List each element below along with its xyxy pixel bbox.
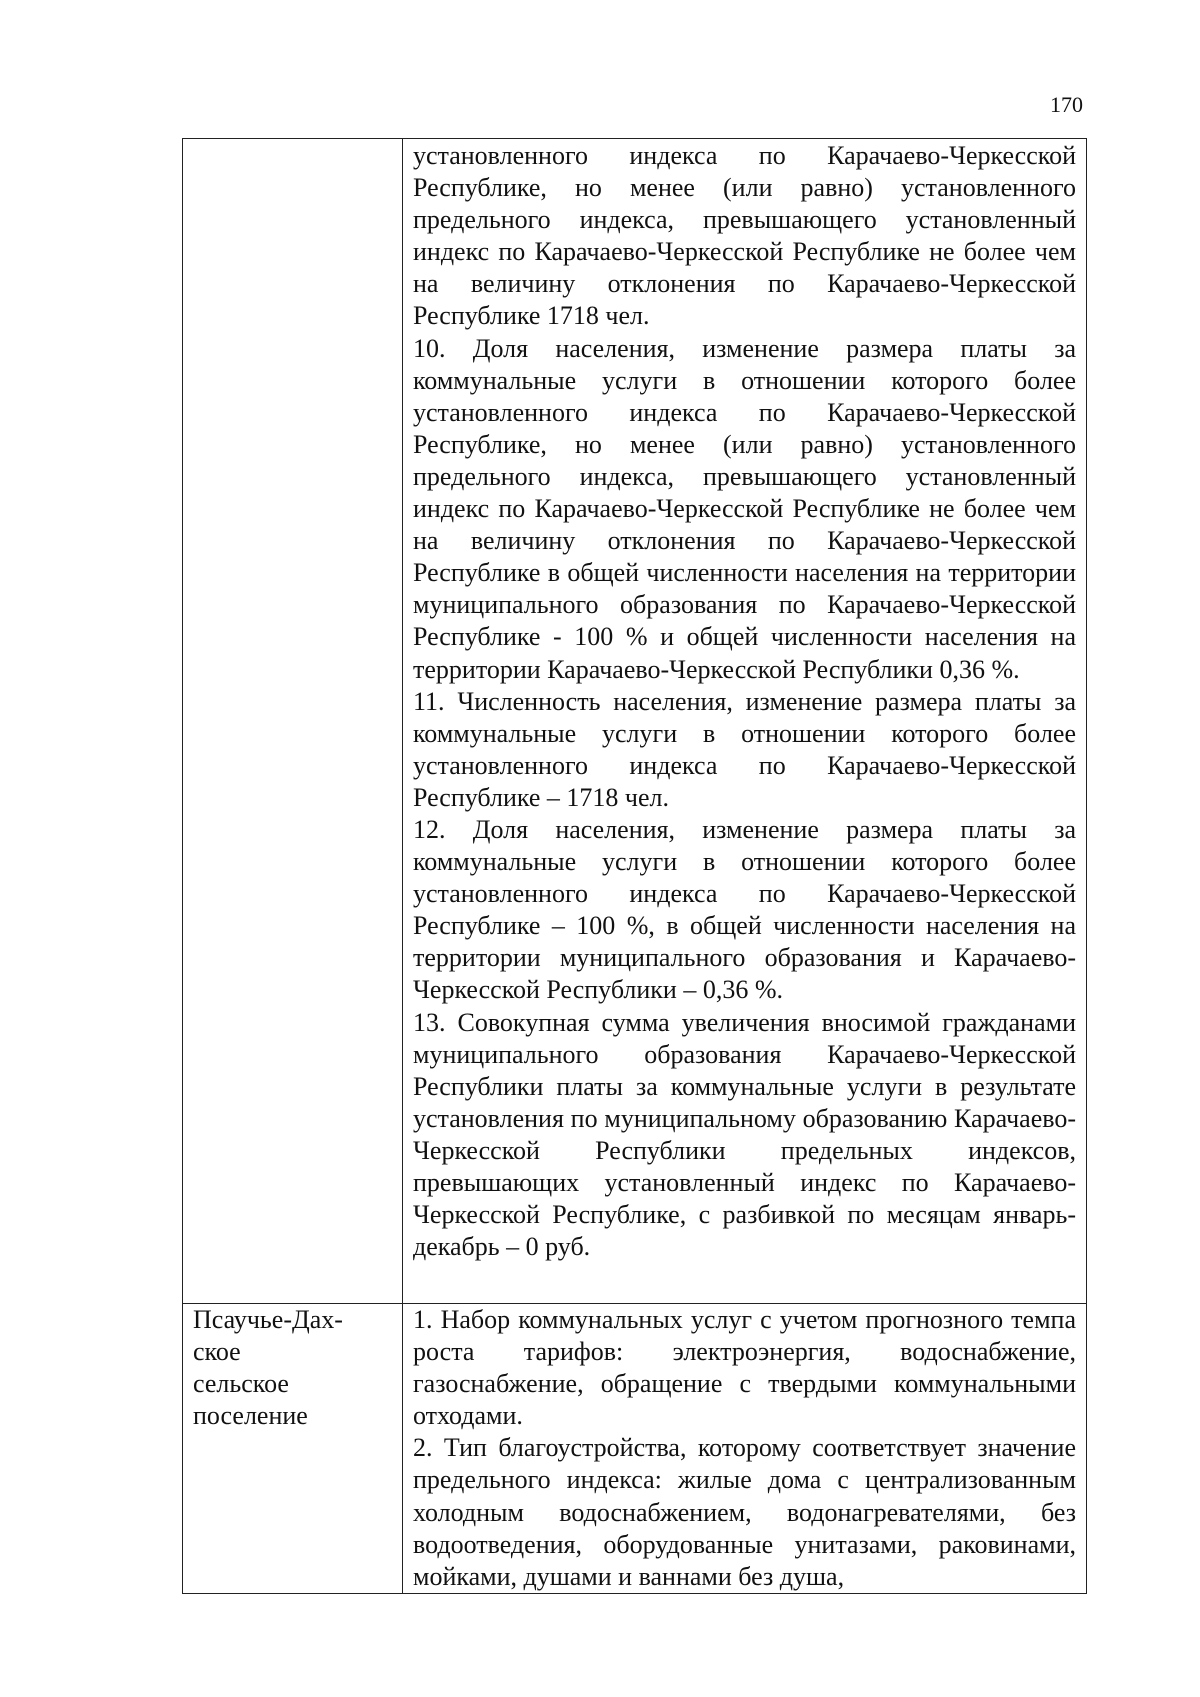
indicator-paragraph: 11. Численность населения, изменение размера платы за коммунальные услуги в отношении которого более установленного индекса по Карачаево-Черкесской Республике – 1718 чел.: [413, 686, 1076, 812]
indicators-cell: [403, 1304, 1087, 1594]
table-row: [183, 1304, 1087, 1594]
indicator-paragraph: 12. Доля населения, изменение размера платы за коммунальные услуги в отношении которого более установленного индекса по Карачаево-Черкесской Республике – 100 %, в общей численности населения на территории муниципального образования и Карачаево-Черкесской Республики – 0,36 %.: [413, 814, 1076, 1005]
indicator-paragraph: 1. Набор коммунальных услуг с учетом прогнозного темпа роста тарифов: электроэнергия, водоснабжение, газоснабжение, обращение с твердыми коммунальными отходами.: [413, 1305, 1076, 1431]
indicators-cell: [403, 139, 1087, 1304]
indicator-paragraph: установленного индекса по Карачаево-Черкесской Республике, но менее (или равно) установленного предельного индекса, превышающего установленный индекс по Карачаево-Черкесской Республике не более чем на величину отклонения по Карачаево-Черкесской Республике 1718 чел.: [413, 141, 1076, 331]
settlement-name-line: Псаучье-Дах-: [193, 1305, 343, 1334]
settlement-cell: [183, 1304, 403, 1594]
table-row: [183, 139, 1087, 1304]
indicator-paragraph: 2. Тип благоустройства, которому соответствует значение предельного индекса: жилые дома с централизованным холодным водоснабжением, водонагревателями, без водоотведения, оборудованные унитазами, раковинами, мойками, душами и ваннами без душа,: [413, 1433, 1076, 1591]
indicator-paragraph: 10. Доля населения, изменение размера платы за коммунальные услуги в отношении которого более установленного индекса по Карачаево-Черкесской Республике, но менее (или равно) установленного предельного индекса, превышающего установленный индекс по Карачаево-Черкесской Республике не более чем на величину отклонения по Карачаево-Черкесской Республике в общей численности населения на территории муниципального образования по Карачаево-Черкесской Республике - 100 % и общей численности населения на территории Карачаево-Черкесской Республики 0,36 %.: [413, 333, 1076, 684]
document-table: [182, 138, 1087, 1594]
indicator-paragraph: 13. Совокупная сумма увеличения вносимой гражданами муниципального образования Карачаево-Черкесской Республики платы за коммунальные услуги в результате установления по муниципальному образованию Карачаево-Черкесской Республики предельных индексов, превышающих установленный индекс по Карачаево-Черкесской Республике, с разбивкой по месяцам январь-декабрь – 0 руб.: [413, 1007, 1076, 1262]
settlement-cell: [183, 139, 403, 1304]
settlement-name-line: сельское: [193, 1369, 289, 1399]
page-number: 170: [1050, 92, 1083, 117]
settlement-name-line: ское: [193, 1337, 241, 1367]
settlement-name-line: поселение: [193, 1401, 308, 1431]
